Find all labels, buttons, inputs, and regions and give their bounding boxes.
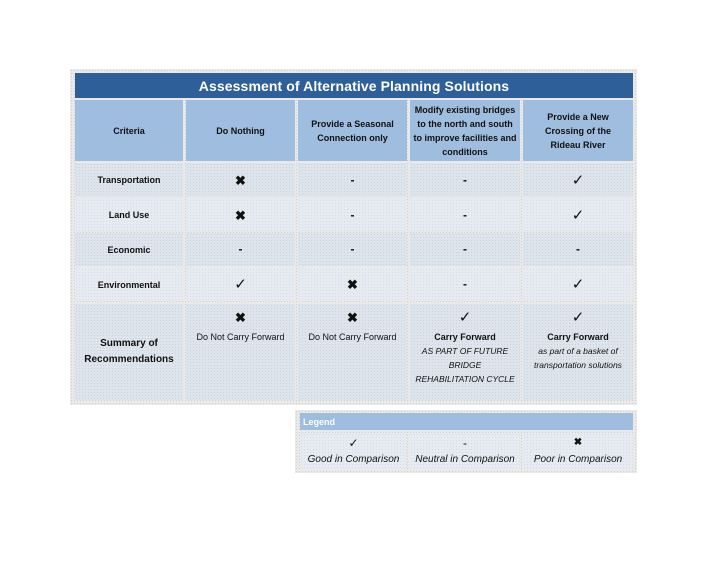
summary-cell-new-crossing: [523, 304, 633, 400]
check-icon: ✓: [523, 199, 633, 231]
legend-item-neutral: [410, 433, 520, 469]
dash-icon: -: [410, 199, 520, 231]
header-new-crossing: Provide a New Crossing of the Rideau River: [523, 100, 633, 161]
dash-icon: -: [298, 233, 407, 266]
table-title: Assessment of Alternative Planning Solutions: [75, 73, 633, 98]
summary-label: Summary of Recommendations: [75, 304, 183, 400]
legend-text: Neutral in Comparison: [415, 454, 515, 465]
dash-icon: -: [523, 233, 633, 266]
summary-cell-modify-bridges: [410, 304, 520, 400]
summary-text: Carry Forward: [547, 332, 609, 342]
summary-note: as part of a basket of transportation solutions: [534, 346, 622, 370]
check-icon: ✓: [458, 309, 472, 326]
cross-icon: ✖: [235, 310, 246, 325]
cross-icon: ✖: [186, 163, 295, 197]
check-icon: ✓: [523, 163, 633, 197]
header-do-nothing: Do Nothing: [186, 100, 295, 161]
summary-note: AS PART OF FUTURE BRIDGE REHABILITATION CYCLE: [415, 346, 515, 384]
check-icon: ✓: [186, 268, 295, 301]
check-icon: ✓: [523, 268, 633, 301]
summary-text: Carry Forward: [434, 332, 496, 342]
summary-cell-do-nothing: [186, 304, 295, 400]
row-label-economic: Economic: [75, 233, 183, 266]
row-label-land-use: Land Use: [75, 199, 183, 231]
row-label-environmental: Environmental: [75, 268, 183, 301]
cross-icon: ✖: [347, 310, 358, 325]
dash-icon: -: [298, 199, 407, 231]
header-seasonal-connection: Provide a Seasonal Connection only: [298, 100, 407, 161]
header-modify-bridges: Modify existing bridges to the north and south to improve facilities and conditions: [410, 100, 520, 161]
legend-text: Poor in Comparison: [533, 454, 623, 465]
header-criteria: Criteria: [75, 100, 183, 161]
check-icon: ✓: [571, 309, 585, 326]
cross-icon: ✖: [573, 437, 583, 448]
legend-title: Legend: [300, 413, 633, 430]
dash-icon: -: [410, 268, 520, 301]
summary-text: Do Not Carry Forward: [308, 332, 397, 342]
dash-icon: -: [410, 163, 520, 197]
check-icon: ✓: [348, 436, 359, 450]
legend-text: Good in Comparison: [307, 454, 400, 465]
dash-icon: -: [410, 233, 520, 266]
row-label-transportation: Transportation: [75, 163, 183, 197]
cross-icon: ✖: [186, 199, 295, 231]
legend-item-poor: [523, 433, 633, 469]
summary-text: Do Not Carry Forward: [196, 332, 285, 342]
dash-icon: -: [463, 436, 467, 450]
legend-item-good: [300, 433, 407, 469]
cross-icon: ✖: [298, 268, 407, 301]
dash-icon: -: [186, 233, 295, 266]
summary-cell-seasonal: [298, 304, 407, 400]
dash-icon: -: [298, 163, 407, 197]
